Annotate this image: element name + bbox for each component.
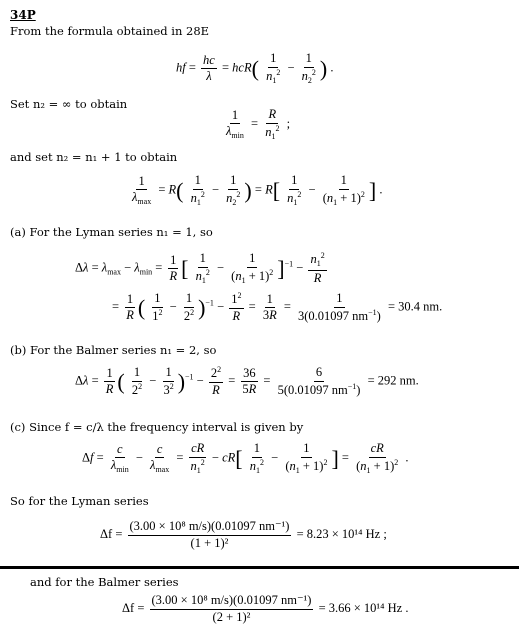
- part-b-text: (b) For the Balmer series n₁ = 2, so: [10, 343, 217, 357]
- problem-number: 34P: [10, 8, 36, 22]
- equation-3: $\frac{1}{\lambda_{max}}$ = R( $\frac{1}{n_1^2}$ − $\frac{1}{n_2^2}$ ) = R[ $\frac{1}{n_1^2}$ − $\frac{1}{(n_1 + 1)^2}$ ] .: [132, 173, 383, 207]
- eq8-numerator: (3.00 × 10⁸ m/s)(0.01097 nm⁻¹): [150, 594, 314, 610]
- eq7-lhs: Δf =: [100, 527, 123, 542]
- eq8-lhs: Δf =: [122, 601, 145, 616]
- part-a-text: (a) For the Lyman series n₁ = 1, so: [10, 225, 213, 239]
- set-n2-n1-text: and set n₂ = n₁ + 1 to obtain: [10, 150, 178, 164]
- equation-2: $\frac{1}{\lambda_{min}}$ = $\frac{R}{n_1^2}$ ;: [226, 107, 291, 141]
- equation-8: [122, 594, 408, 625]
- result-a: = 30.4 nm.: [387, 299, 443, 314]
- eq7-result: = 8.23 × 10¹⁴ Hz ;: [296, 527, 387, 542]
- eq8-denominator: (2 + 1)²: [212, 609, 251, 624]
- result-b: = 292 nm.: [367, 373, 419, 388]
- equation-4b: = $\frac{1}{R}$ ( $\frac{1}{1^2}$ − $\frac{1}{2^2}$ )$^{-1}$ − $\frac{1^2}{R}$ = $\frac{1}{3R}$ = $\frac{1}{3(0.01097 nm^{-1})}$ = 30.4 nm.: [112, 291, 443, 323]
- equation-6: Δf = $\frac{c}{\lambda_{min}}$ − $\frac{c}{\lambda_{max}}$ = $\frac{cR}{n_1^2}$ − cR[ $\frac{1}{n_1^2}$ − $\frac{1}{(n_1 + 1)^2}$ ] = $\frac{cR}{(n_1 + 1)^2}$ .: [82, 441, 409, 475]
- eq7-numerator: (3.00 × 10⁸ m/s)(0.01097 nm⁻¹): [128, 520, 292, 536]
- eq8-result: = 3.66 × 10¹⁴ Hz .: [318, 601, 409, 616]
- equation-4a: $\Delta\lambda = \lambda_{max} - \lambda_{min}$ = $\frac{1}{R}$ [ $\frac{1}{n_1^2}$ − $\frac{1}{(n_1 + 1)^2}$ ]$^{-1}$ − $\frac{n_1^2}{R}$: [75, 251, 325, 285]
- intro-text: From the formula obtained in 28E: [10, 24, 210, 38]
- equation-5: Δλ = $\frac{1}{R}$ ( $\frac{1}{2^2}$ − $\frac{1}{3^2}$ )$^{-1}$ − $\frac{2^2}{R}$ = $\frac{36}{5R}$ = $\frac{6}{5(0.01097 nm^{-1})}$ = 292 nm.: [75, 365, 419, 397]
- equation-7: [100, 520, 387, 551]
- page-divider: [0, 566, 519, 569]
- equation-1: hf = $\frac{hc}{\lambda}$ = hcR( $\frac{1}{n_1^2}$ − $\frac{1}{n_2^2}$ ) .: [176, 51, 334, 85]
- part-c-text: (c) Since f = c/λ the frequency interval is given by: [10, 420, 304, 434]
- lyman-text: So for the Lyman series: [10, 494, 149, 508]
- balmer-text: and for the Balmer series: [30, 575, 179, 589]
- eq7-denominator: (1 + 1)²: [190, 535, 229, 550]
- set-n2-text: Set n₂ = ∞ to obtain: [10, 97, 128, 111]
